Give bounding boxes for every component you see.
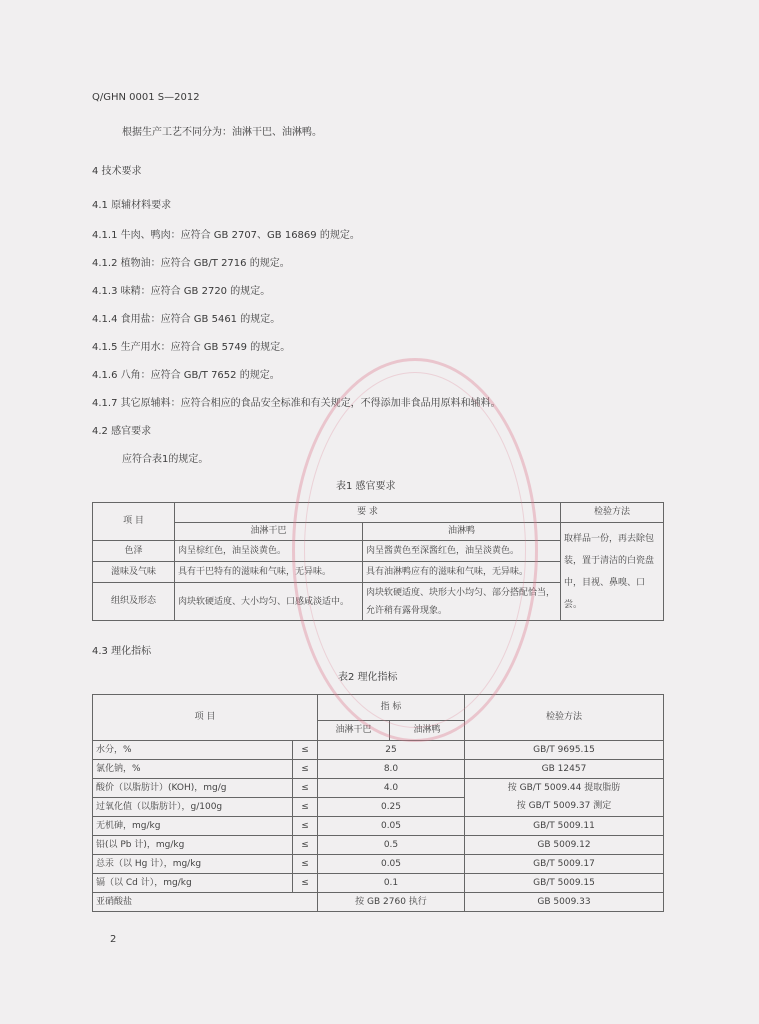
t2-row-op: ≤ (293, 798, 318, 817)
t1-row-b: 肉块软硬适度、块形大小均匀、部分搭配恰当，允许稍有露骨现象。 (363, 583, 561, 621)
section-4-heading: 4 技术要求 (92, 166, 142, 177)
t2-row-item: 镉（以 Cd 计），mg/kg (93, 874, 293, 893)
req-4-1-1: 4.1.1 牛肉、鸭肉：应符合 GB 2707、GB 16869 的规定。 (92, 230, 360, 241)
section-4-2-heading: 4.2 感官要求 (92, 426, 152, 437)
t1-row-b: 肉呈酱黄色至深酱红色，油呈淡黄色。 (363, 541, 561, 562)
t2-row-op: ≤ (293, 855, 318, 874)
t1-row-a: 肉块软硬适度、大小均匀、口感咸淡适中。 (175, 583, 363, 621)
t1-row-item: 组织及形态 (93, 583, 175, 621)
t1-header-method: 检验方法 (561, 503, 664, 523)
t2-row-val: 0.05 (318, 817, 465, 836)
t2-row-val: 0.25 (318, 798, 465, 817)
t2-row-item: 亚硝酸盐 (93, 893, 318, 912)
t2-row-val: 4.0 (318, 779, 465, 798)
t2-header-index: 指 标 (318, 695, 465, 721)
t2-row-val: 8.0 (318, 760, 465, 779)
t1-row-b: 具有油淋鸭应有的滋味和气味，无异味。 (363, 562, 561, 583)
req-4-1-3: 4.1.3 味精：应符合 GB 2720 的规定。 (92, 286, 271, 297)
official-seal-inner-ring (304, 372, 526, 728)
req-4-1-5: 4.1.5 生产用水：应符合 GB 5749 的规定。 (92, 342, 291, 353)
req-4-1-4: 4.1.4 食用盐：应符合 GB 5461 的规定。 (92, 314, 281, 325)
req-4-1-6: 4.1.6 八角：应符合 GB/T 7652 的规定。 (92, 370, 280, 381)
table1-caption: 表1 感官要求 (336, 481, 396, 492)
t2-row-op: ≤ (293, 817, 318, 836)
t1-header-item: 项 目 (93, 503, 175, 541)
t2-header-method: 检验方法 (465, 695, 664, 741)
t1-row-a: 肉呈棕红色，油呈淡黄色。 (175, 541, 363, 562)
section-4-1-heading: 4.1 原辅材料要求 (92, 200, 172, 211)
section-4-2-text: 应符合表1的规定。 (122, 454, 209, 465)
t2-row-method: GB/T 5009.11 (465, 817, 664, 836)
t2-row-val: 0.05 (318, 855, 465, 874)
t2-row-method: GB/T 5009.17 (465, 855, 664, 874)
t2-row-method: GB 12457 (465, 760, 664, 779)
section-4-3-heading: 4.3 理化指标 (92, 646, 152, 657)
document-header: Q/GHN 0001 S—2012 (92, 92, 200, 103)
t2-row-op: ≤ (293, 874, 318, 893)
t2-row-op: ≤ (293, 779, 318, 798)
intro-text: 根据生产工艺不同分为：油淋干巴、油淋鸭。 (122, 127, 322, 138)
t2-row-method: GB 5009.12 (465, 836, 664, 855)
t1-header-sub2: 油淋鸭 (363, 523, 561, 541)
t1-header-req: 要 求 (175, 503, 561, 523)
t2-row-item: 总汞（以 Hg 计），mg/kg (93, 855, 293, 874)
t1-row-item: 滋味及气味 (93, 562, 175, 583)
t2-row-method: GB 5009.33 (465, 893, 664, 912)
t2-header-sub1: 油淋干巴 (318, 721, 390, 741)
req-4-1-7: 4.1.7 其它原辅料：应符合相应的食品安全标准和有关规定，不得添加非食品用原料和辅料。 (92, 398, 501, 409)
t1-method-cell: 取样品一份，再去除包装，置于清洁的白瓷盘中，目视、鼻嗅、口尝。 (561, 523, 664, 621)
t2-header-sub2: 油淋鸭 (390, 721, 465, 741)
t2-header-item: 项 目 (93, 695, 318, 741)
t2-row-val: 按 GB 2760 执行 (318, 893, 465, 912)
t1-row-item: 色泽 (93, 541, 175, 562)
t1-header-sub1: 油淋干巴 (175, 523, 363, 541)
t2-row-item: 氯化钠，% (93, 760, 293, 779)
t1-row-a: 具有干巴特有的滋味和气味，无异味。 (175, 562, 363, 583)
t2-row-method: 按 GB/T 5009.44 提取脂肪 (465, 779, 664, 798)
t2-row-item: 铅(以 Pb 计)，mg/kg (93, 836, 293, 855)
req-4-1-2: 4.1.2 植物油：应符合 GB/T 2716 的规定。 (92, 258, 290, 269)
t2-row-method: GB/T 9695.15 (465, 741, 664, 760)
t2-row-method: GB/T 5009.15 (465, 874, 664, 893)
t2-row-val: 0.5 (318, 836, 465, 855)
t2-row-item: 酸价（以脂肪计）(KOH)，mg/g (93, 779, 293, 798)
t2-row-val: 25 (318, 741, 465, 760)
t2-row-item: 水分，% (93, 741, 293, 760)
t2-row-op: ≤ (293, 836, 318, 855)
page-number: 2 (110, 934, 117, 945)
t2-row-item: 无机砷，mg/kg (93, 817, 293, 836)
t2-row-val: 0.1 (318, 874, 465, 893)
t2-row-op: ≤ (293, 760, 318, 779)
table2-caption: 表2 理化指标 (338, 672, 398, 683)
t2-row-method: 按 GB/T 5009.37 测定 (465, 798, 664, 817)
t2-row-op: ≤ (293, 741, 318, 760)
t2-row-item: 过氧化值（以脂肪计），g/100g (93, 798, 293, 817)
